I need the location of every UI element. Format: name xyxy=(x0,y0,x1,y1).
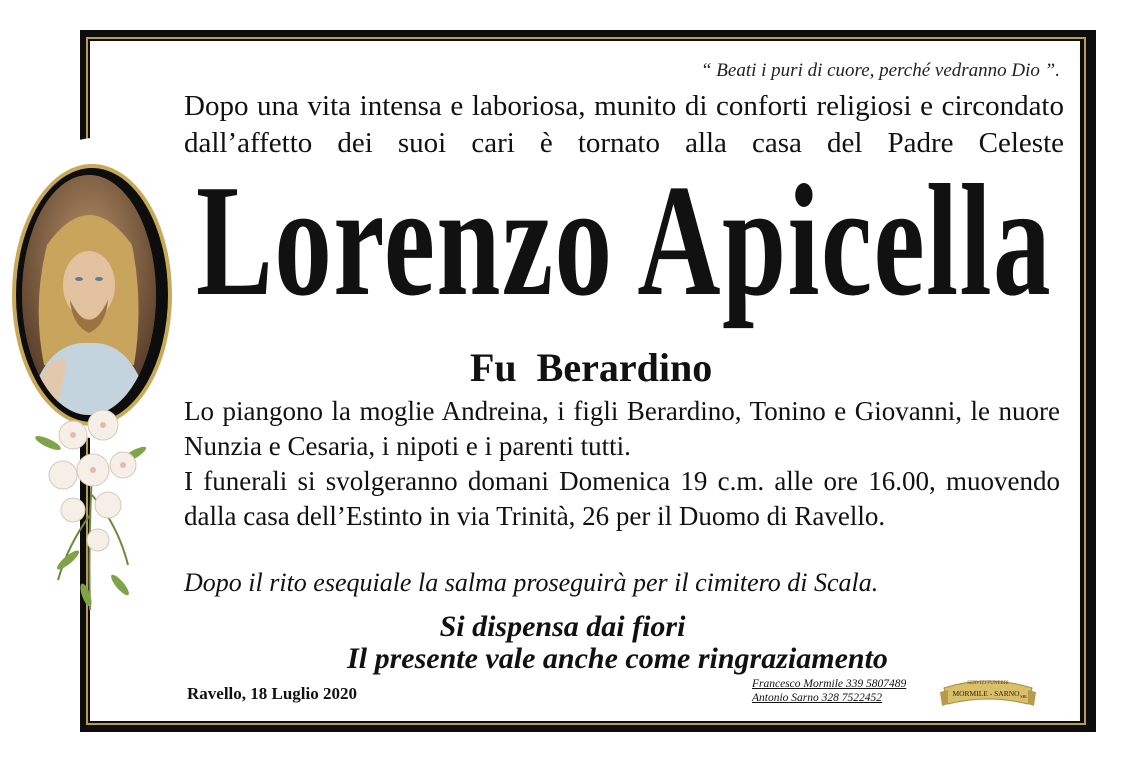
notice-body xyxy=(184,394,1060,534)
place-and-date: Ravello, 18 Luglio 2020 xyxy=(187,684,358,703)
agency-logo-badge xyxy=(940,674,1036,710)
funeral-paragraph: I funerali si svolgeranno domani Domenica 19 c.m. alle ore 16.00, muovendo dalla casa dell’Estinto in via Trinità, 26 per il Duomo di Ravello. xyxy=(184,466,1060,531)
mourners-paragraph: Lo piangono la moglie Andreina, i figli Berardino, Tonino e Giovanni, le nuore Nunzia e Cesaria, i nipoti e i parenti tutti. xyxy=(184,396,1060,461)
svg-text:SERVIZI FUNEBRI: SERVIZI FUNEBRI xyxy=(967,681,1009,686)
agency-contact-1: Francesco Mormile 339 5807489 xyxy=(752,678,907,690)
lily-bouquet-image xyxy=(28,395,158,615)
father-name: Fu Berardino xyxy=(470,345,713,390)
bible-quote: “ Beati i puri di cuore, perché vedranno Dio ”. xyxy=(700,60,1060,81)
burial-note: Dopo il rito esequiale la salma proseguirà per il cimitero di Scala. xyxy=(184,568,879,597)
jesus-portrait-image xyxy=(22,175,156,415)
deceased-name: Lorenzo Apicella xyxy=(196,151,1053,329)
intro-paragraph: Dopo una vita intensa e laboriosa, munito di conforti religiosi e circondato dall’affetto dei suoi cari è tornato alla casa del Padre Celeste xyxy=(184,90,1064,159)
agency-contact-2: Antonio Sarno 328 7522452 xyxy=(752,692,883,704)
no-flowers-note: Si dispensa dai fiori xyxy=(439,610,686,643)
svg-text:SRL: SRL xyxy=(1020,694,1028,699)
svg-text:MORMILE - SARNO: MORMILE - SARNO xyxy=(952,689,1020,698)
thanks-note: Il presente vale anche come ringraziamento xyxy=(347,642,888,675)
agency-contacts xyxy=(752,677,906,705)
